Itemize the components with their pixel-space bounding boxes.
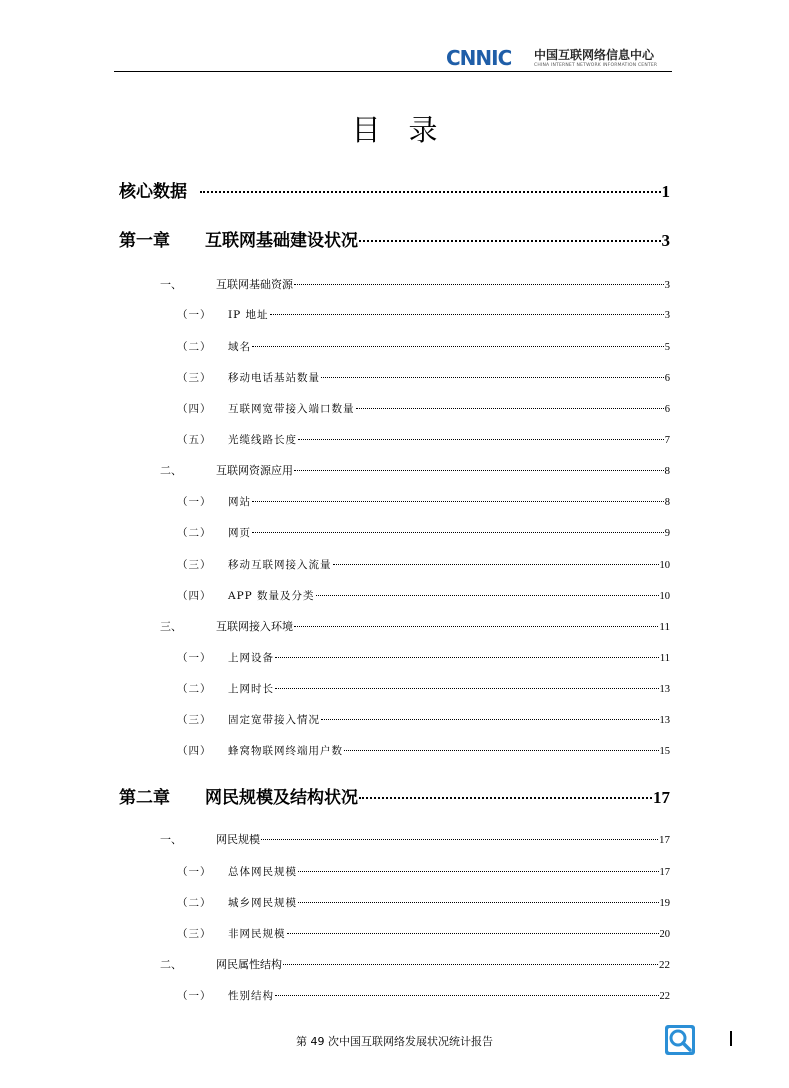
toc-entry-page: 6 [664, 404, 670, 415]
toc-entry-label: IP 地址 [228, 309, 269, 321]
toc-entry-page: 5 [664, 342, 670, 353]
toc-entry-label: APP 数量及分类 [228, 590, 315, 602]
toc-entry[interactable] [177, 988, 670, 1005]
toc-entry-page: 8 [664, 497, 670, 508]
toc-entry[interactable] [177, 494, 670, 511]
toc-leader-dots [200, 191, 661, 193]
toc-entry[interactable] [177, 926, 670, 943]
toc-leader-dots [344, 750, 659, 751]
toc-entry-number: （二） [177, 527, 212, 539]
toc-entry-number: （一） [177, 652, 212, 664]
toc-entry-page: 19 [659, 898, 670, 909]
toc-entry-page: 15 [659, 746, 670, 757]
toc-entry-page: 3 [661, 231, 670, 250]
toc-entry-label: 蜂窝物联网终端用户数 [228, 745, 343, 757]
toc-entry-label: 互联网资源应用 [216, 464, 293, 477]
toc-leader-dots [359, 240, 661, 242]
toc-entry-page: 3 [664, 310, 670, 321]
toc-leader-dots [252, 532, 664, 533]
toc-entry-number: 三、 [160, 620, 182, 633]
toc-entry[interactable] [177, 864, 670, 881]
toc-leader-dots [287, 933, 659, 934]
toc-entry-page: 13 [659, 684, 670, 695]
toc-entry-page: 9 [664, 528, 670, 539]
toc-entry-label: 网民属性结构 [216, 958, 282, 971]
toc-leader-dots [333, 564, 659, 565]
toc-entry-label: 域名 [228, 341, 251, 353]
toc-entry-number: （三） [177, 372, 212, 384]
toc-entry-label: 上网设备 [228, 652, 274, 664]
toc-entry-number: 二、 [160, 464, 182, 477]
toc-leader-dots [283, 964, 658, 965]
toc-leader-dots [252, 501, 664, 502]
toc-entry-label: 互联网接入环境 [216, 620, 293, 633]
toc-entry[interactable] [177, 401, 670, 418]
footer-page-marker [730, 1031, 732, 1046]
toc-entry-page: 13 [659, 715, 670, 726]
toc-entry-number: （四） [177, 745, 212, 757]
toc-entry-page: 8 [664, 465, 670, 477]
toc-entry-label: 网民规模及结构状况 [205, 788, 358, 808]
toc-entry-number: （五） [177, 434, 212, 446]
toc-entry-number: （一） [177, 866, 212, 878]
toc-leader-dots [275, 995, 659, 996]
toc-entry-number: 一、 [160, 278, 182, 291]
toc-leader-dots [356, 408, 664, 409]
toc-entry-number: （三） [177, 559, 212, 571]
toc-entry[interactable] [177, 525, 670, 542]
toc-leader-dots [252, 346, 664, 347]
header-rule [114, 71, 672, 72]
header-logo [446, 46, 672, 72]
toc-entry-page: 10 [659, 560, 670, 571]
toc-entry-label: 固定宽带接入情况 [228, 714, 320, 726]
toc-entry-label: 上网时长 [228, 683, 274, 695]
toc-entry[interactable] [160, 277, 670, 293]
toc-entry-label: 互联网宽带接入端口数量 [228, 403, 355, 415]
toc-entry-page: 17 [659, 834, 670, 846]
toc-entry-label: 移动电话基站数量 [228, 372, 320, 384]
toc-entry-page: 3 [664, 279, 670, 291]
toc-entry[interactable] [160, 463, 670, 479]
toc-leader-dots [294, 470, 664, 471]
toc-entry-page: 11 [659, 653, 670, 664]
toc-leader-dots [294, 626, 658, 627]
toc-entry-page: 11 [659, 621, 670, 633]
toc-entry[interactable] [177, 712, 670, 729]
footer-report-title: 第 49 次中国互联网络发展状况统计报告 [296, 1035, 493, 1048]
toc-entry-label: 光缆线路长度 [228, 434, 297, 446]
toc-entry-label: 网站 [228, 496, 251, 508]
toc-entry[interactable] [177, 370, 670, 387]
toc-entry-label: 互联网基础资源 [216, 278, 293, 291]
toc-entry-page: 10 [659, 591, 670, 602]
toc-entry[interactable] [119, 181, 670, 203]
toc-entry-page: 22 [659, 959, 670, 971]
toc-entry-number: （四） [177, 590, 212, 602]
toc-entry[interactable] [177, 339, 670, 356]
toc-entry-label: 互联网基础建设状况 [205, 231, 358, 251]
toc-entry-label: 性别结构 [228, 990, 274, 1002]
toc-entry-page: 20 [659, 929, 670, 940]
toc-entry[interactable] [177, 650, 670, 667]
toc-entry-number: 二、 [160, 958, 182, 971]
toc-entry-number: （三） [177, 928, 212, 940]
toc-entry-label: 城乡网民规模 [228, 897, 297, 909]
toc-entry[interactable] [160, 619, 670, 635]
toc-entry[interactable] [160, 957, 670, 973]
toc-entry[interactable] [177, 307, 670, 324]
toc-entry[interactable] [119, 230, 670, 252]
toc-entry-label: 移动互联网接入流量 [228, 559, 332, 571]
toc-entry[interactable] [177, 432, 670, 449]
toc-entry-number: （一） [177, 496, 212, 508]
toc-entry[interactable] [177, 588, 670, 605]
toc-leader-dots [316, 595, 659, 596]
toc-entry-number: （四） [177, 403, 212, 415]
toc-entry-label: 非网民规模 [228, 928, 286, 940]
toc-entry-number: （二） [177, 683, 212, 695]
toc-leader-dots [275, 688, 659, 689]
org-name-cn: 中国互联网络信息中心 [534, 48, 655, 62]
toc-entry-number: （一） [177, 990, 212, 1002]
toc-entry[interactable] [177, 681, 670, 698]
toc-entry-label: 网民规模 [216, 833, 260, 846]
toc-leader-dots [298, 902, 659, 903]
org-name-en: CHINA INTERNET NETWORK INFORMATION CENTER [534, 63, 658, 68]
toc-entry-number: （二） [177, 897, 212, 909]
toc-entry-page: 6 [664, 373, 670, 384]
toc-entry-label: 网页 [228, 527, 251, 539]
toc-leader-dots [298, 439, 664, 440]
toc-entry[interactable] [119, 787, 670, 809]
toc-entry[interactable] [177, 743, 670, 760]
toc-entry-label: 总体网民规模 [228, 866, 297, 878]
toc-leader-dots [275, 657, 659, 658]
toc-entry-number: 一、 [160, 833, 182, 846]
toc-leader-dots [270, 314, 664, 315]
toc-entry-page: 1 [661, 182, 670, 201]
toc-entry-page: 7 [664, 435, 670, 446]
toc-entry-page: 17 [653, 788, 670, 807]
magnifier-logo-icon [664, 1024, 696, 1056]
toc-entry-number: （三） [177, 714, 212, 726]
toc-leader-dots [321, 719, 659, 720]
toc-leader-dots [294, 284, 664, 285]
toc-leader-dots [321, 377, 664, 378]
toc-entry-page: 22 [659, 991, 670, 1002]
toc-leader-dots [359, 797, 652, 799]
toc-title: 目录 [351, 113, 466, 147]
toc-entry[interactable] [160, 832, 670, 848]
toc-entry-number: 第二章 [119, 788, 170, 808]
toc-entry-label: 核心数据 [119, 182, 187, 202]
toc-entry[interactable] [177, 895, 670, 912]
toc-entry[interactable] [177, 557, 670, 574]
toc-entry-number: 第一章 [119, 231, 170, 251]
toc-leader-dots [261, 839, 658, 840]
toc-entry-page: 17 [659, 867, 670, 878]
toc-entry-number: （二） [177, 341, 212, 353]
toc-leader-dots [298, 871, 659, 872]
toc-entry-number: （一） [177, 309, 212, 321]
cnnic-logo-text: CNNIC [446, 46, 512, 70]
